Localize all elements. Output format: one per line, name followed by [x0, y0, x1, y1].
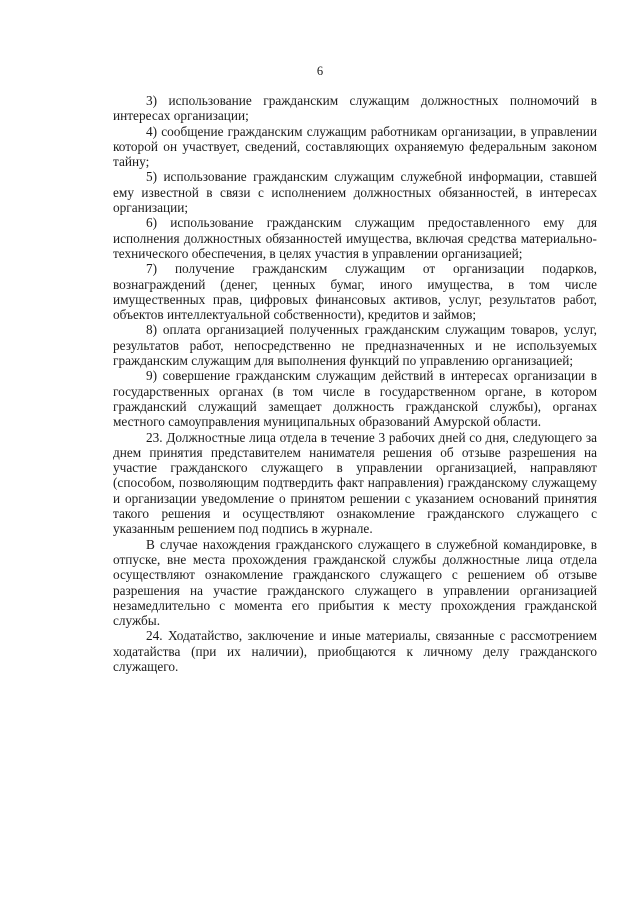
list-item-4: 4) сообщение гражданским служащим работникам организации, в управлении которой он участвует, сведений, составляющих охраняемую федеральным законом тайну; — [113, 123, 597, 170]
list-item-7: 7) получение гражданским служащим от организации подарков, вознаграждений (денег, ценных бумаг, иного имущества, в том числе имущественных прав, цифровых финансовых активов, услуг, результатов работ, объектов интеллектуальной собственности), кредитов и займов; — [113, 261, 597, 323]
clause-24: 24. Ходатайство, заключение и иные материалы, связанные с рассмотрением ходатайства (при их наличии), приобщаются к личному делу гражданского служащего. — [113, 628, 597, 674]
list-item-9: 9) совершение гражданским служащим действий в интересах организации в государственных органах (в том числе в государственном органе, в котором гражданский служащий замещает должность гражданской службы), органах местного самоуправления муниципальных образований Амурской области. — [113, 368, 597, 430]
page-number: 6 — [316, 64, 324, 78]
list-item-8: 8) оплата организацией полученных гражданским служащим товаров, услуг, результатов работ, непосредственно не предназначенных и не используемых гражданским служащим для выполнения функций по управлению организацией; — [113, 322, 597, 369]
list-item-5: 5) использование гражданским служащим служебной информации, ставшей ему известной в связи с исполнением должностных обязанностей, в интересах организации; — [113, 169, 597, 216]
list-item-3: 3) использование гражданским служащим должностных полномочий в интересах организации; — [113, 93, 597, 124]
list-item-6: 6) использование гражданским служащим предоставленного ему для исполнения должностных обязанностей имущества, включая средства материально-технического обеспечения, в целях участия в управлении организацией; — [113, 215, 597, 261]
clause-23-continuation: В случае нахождения гражданского служащего в служебной командировке, в отпуске, вне места прохождения гражданской службы должностные лица отдела осуществляют ознакомление гражданского служащего с решением об отзыве разрешения на участие гражданского служащего в управлении организацией незамедлительно с момента его прибытия к месту прохождения гражданской службы. — [113, 536, 597, 629]
clause-23: 23. Должностные лица отдела в течение 3 рабочих дней со дня, следующего за днем принятия представителем нанимателя решения об отзыве разрешения на участие гражданского служащего в управлении организацией, направляют (способом, позволяющим подтвердить факт направления) гражданскому служащему и организации уведомление о принятом решении с указанием оснований принятия такого решения и осуществляют ознакомление гражданского служащего с указанным решением под подпись в журнале. — [113, 429, 597, 537]
document-body — [113, 93, 597, 674]
